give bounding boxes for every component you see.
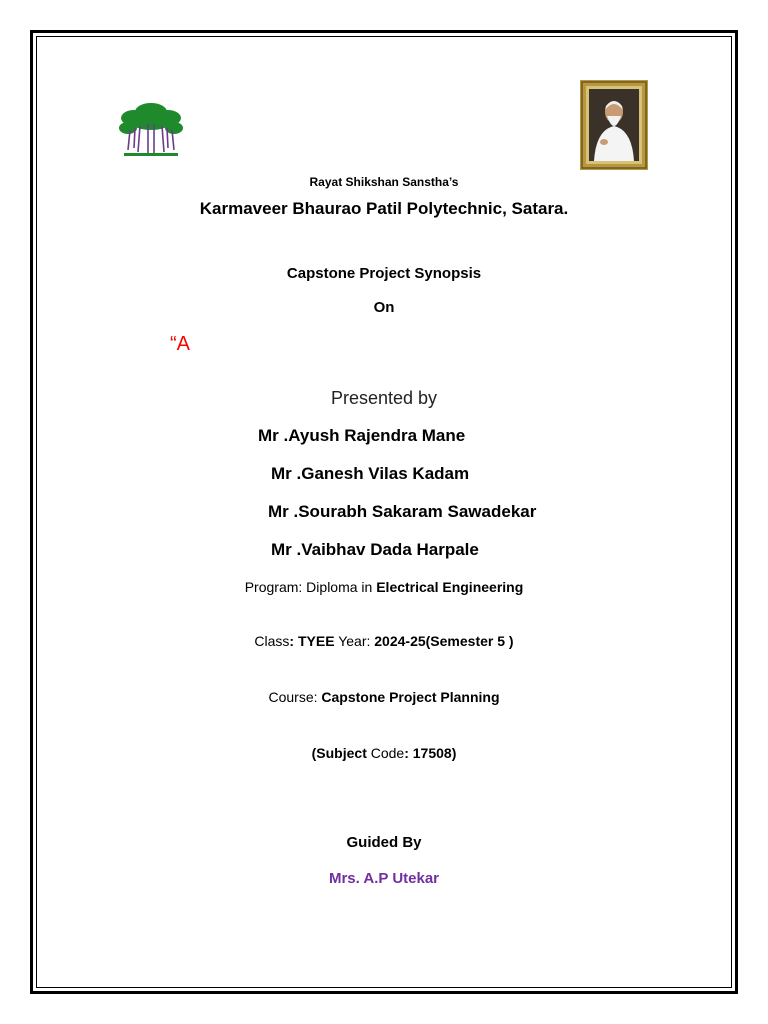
presenter-name: Mr .Sourabh Sakaram Sawadekar xyxy=(268,502,537,521)
class-label: Class xyxy=(254,633,290,649)
year-value: 2024-25(Semester 5 ) xyxy=(374,633,514,649)
subject-code-label: Code xyxy=(370,745,405,761)
subject-code-line xyxy=(0,745,768,761)
program-label: Program: Diploma in xyxy=(244,579,373,595)
subject-open: (Subject xyxy=(311,745,367,761)
presenter-name: Mr .Vaibhav Dada Harpale xyxy=(271,540,479,559)
class-year-line xyxy=(0,633,768,649)
year-label: Year: xyxy=(338,633,371,649)
course-label: Course: xyxy=(268,689,318,705)
project-title: “A xyxy=(170,333,190,355)
course-value: Capstone Project Planning xyxy=(321,689,500,705)
program-value: Electrical Engineering xyxy=(376,579,524,595)
class-value: : TYEE xyxy=(289,633,335,649)
founder-portrait-photo xyxy=(580,80,648,170)
presenter-name: Mr .Ayush Rajendra Mane xyxy=(258,426,466,445)
program-line xyxy=(0,579,768,595)
trust-name: Rayat Shikshan Sanstha’s xyxy=(309,175,459,189)
guide-name: Mrs. A.P Utekar xyxy=(328,870,440,887)
guided-by-heading: Guided By xyxy=(346,834,422,851)
subject-code-value: : 17508) xyxy=(404,745,457,761)
document-title: Capstone Project Synopsis xyxy=(286,265,482,282)
institution-logo-banyan-tree-icon xyxy=(118,98,184,160)
presenter-name: Mr .Ganesh Vilas Kadam xyxy=(271,464,470,483)
course-line xyxy=(0,689,768,705)
institute-name: Karmaveer Bhaurao Patil Polytechnic, Satara. xyxy=(199,199,569,218)
title-on: On xyxy=(373,299,395,316)
presented-by-heading: Presented by xyxy=(330,388,438,408)
